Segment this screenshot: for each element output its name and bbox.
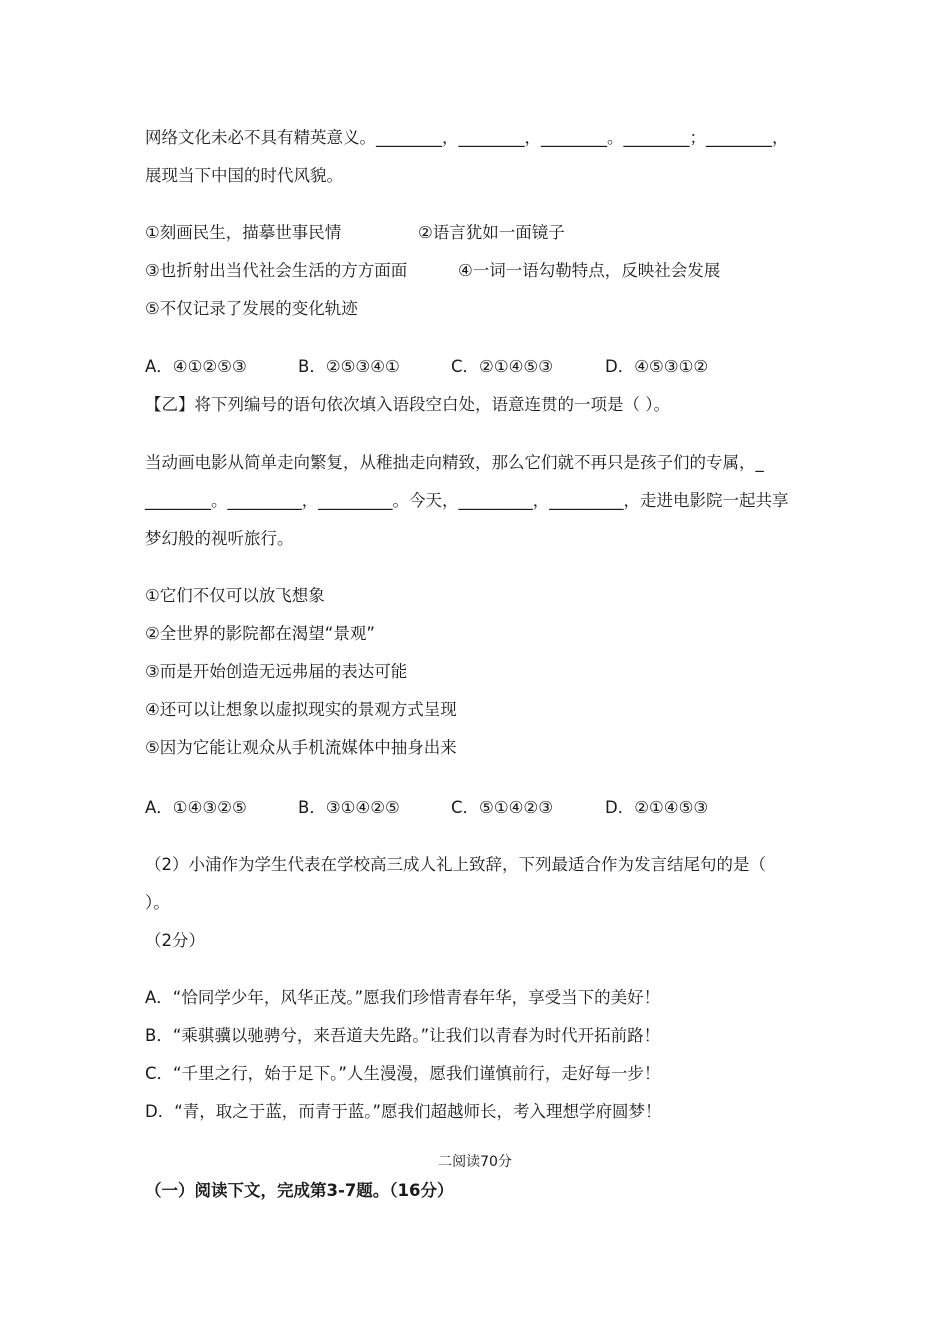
jia-item-4: ④一词一语勾勒特点，反映社会发展	[458, 261, 721, 280]
section-subtitle: （一）阅读下文，完成第3-7题。（16分）	[145, 1181, 454, 1200]
yi-passage-line-3: 梦幻般的视听旅行。	[145, 529, 294, 548]
yi-item-2: ②全世界的影院都在渴望“景观”	[145, 624, 375, 643]
yi-option-d[interactable]: D．②①④⑤③	[605, 798, 709, 817]
jia-option-d[interactable]: D．④⑤③①②	[605, 357, 709, 376]
q2-option-c[interactable]: C．“千里之行，始于足下。”人生漫漫，愿我们谨慎前行，走好每一步！	[145, 1064, 661, 1083]
jia-item-2: ②语言犹如一面镜子	[418, 223, 565, 242]
q2-line-2: ）。	[145, 893, 170, 912]
jia-item-1: ①刻画民生，描摹世事民情	[145, 223, 342, 242]
yi-item-5: ⑤因为它能让观众从手机流媒体中抽身出来	[145, 738, 457, 757]
q2-line-1: （2）小浦作为学生代表在学校高三成人礼上致辞，下列最适合作为发言结尾句的是（	[145, 855, 766, 874]
yi-item-4: ④还可以让想象以虚拟现实的景观方式呈现	[145, 700, 457, 719]
yi-option-a[interactable]: A．①④③②⑤	[145, 798, 247, 817]
q2-score: （2分）	[145, 931, 205, 950]
yi-option-c[interactable]: C．⑤①④②③	[451, 798, 553, 817]
jia-item-5: ⑤不仅记录了发展的变化轨迹	[145, 299, 358, 318]
q2-option-d[interactable]: D．“青，取之于蓝，而青于蓝。”愿我们超越师长，考入理想学府圆梦！	[145, 1102, 662, 1121]
jia-passage-line-2: 展现当下中国的时代风貌。	[145, 166, 343, 185]
jia-item-3: ③也折射出当代社会生活的方方面面	[145, 261, 408, 280]
yi-question: 【乙】将下列编号的语句依次填入语段空白处，语意连贯的一项是（ ）。	[145, 395, 670, 414]
yi-passage-line-2: ________。_________，_________。今天，_________，_________，走进电影院一起共享	[145, 491, 789, 510]
jia-option-c[interactable]: C．②①④⑤③	[451, 357, 553, 376]
q2-option-b[interactable]: B．“乘骐骥以驰骋兮，来吾道夫先路。”让我们以青春为时代开拓前路！	[145, 1026, 661, 1045]
jia-option-a[interactable]: A．④①②⑤③	[145, 357, 247, 376]
yi-passage-line-1: 当动画电影从简单走向繁复，从稚拙走向精致，那么它们就不再只是孩子们的专属，_	[145, 453, 764, 472]
jia-passage-line-1: 网络文化未必不具有精英意义。________，________，________。________；________，	[145, 128, 789, 147]
q2-option-a[interactable]: A．“恰同学少年，风华正茂。”愿我们珍惜青春年华，享受当下的美好！	[145, 988, 661, 1007]
jia-option-b[interactable]: B．②⑤③④①	[298, 357, 400, 376]
section-title: 二阅读70分	[438, 1154, 512, 1170]
yi-option-b[interactable]: B．③①④②⑤	[298, 798, 400, 817]
yi-item-1: ①它们不仅可以放飞想象	[145, 586, 325, 605]
yi-item-3: ③而是开始创造无远弗届的表达可能	[145, 662, 408, 681]
